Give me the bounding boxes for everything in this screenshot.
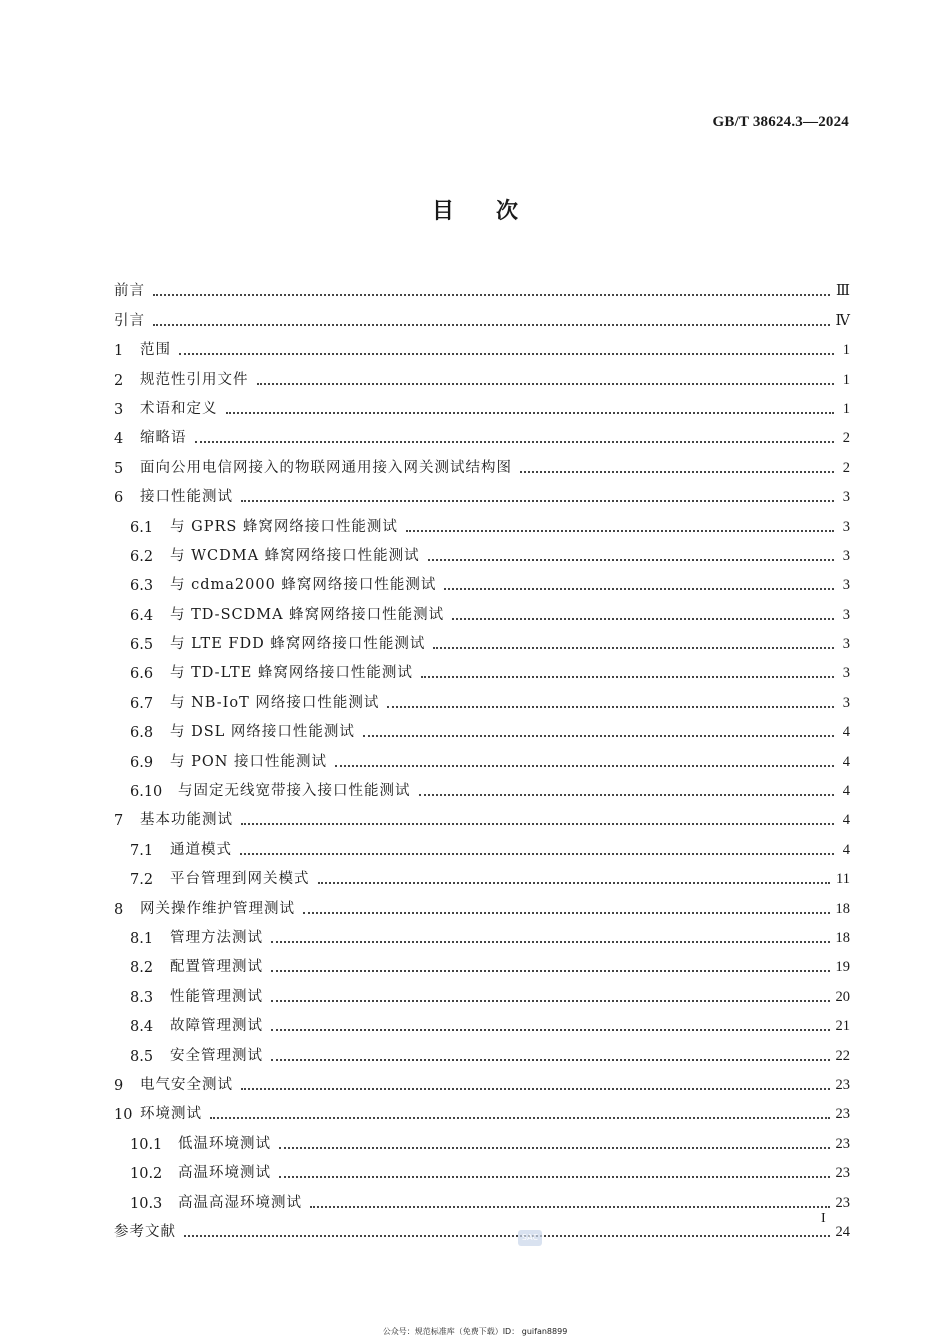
toc-entry-page: 24 bbox=[835, 1223, 850, 1240]
toc-entry[interactable] bbox=[114, 741, 850, 770]
toc-entry-title: 与 NB-IoT 网络接口性能测试 bbox=[170, 694, 380, 711]
toc-leader-dots bbox=[520, 463, 834, 473]
toc-entry[interactable] bbox=[114, 1123, 850, 1152]
toc-entry-page: 3 bbox=[842, 636, 850, 653]
toc-leader-dots bbox=[428, 551, 834, 561]
toc-leader-dots bbox=[184, 1227, 830, 1237]
toc-entry-number: 6.3 bbox=[130, 578, 154, 595]
toc-leader-dots bbox=[271, 1021, 830, 1031]
toc-entry[interactable] bbox=[114, 976, 850, 1005]
toc-entry[interactable] bbox=[114, 447, 850, 476]
toc-entry-title: 参考文献 bbox=[114, 1223, 176, 1240]
toc-entry-title: 缩略语 bbox=[140, 430, 187, 447]
toc-leader-dots bbox=[303, 904, 830, 914]
toc-entry-number: 5 bbox=[114, 460, 124, 477]
toc-entry-title: 高温环境测试 bbox=[178, 1165, 271, 1182]
toc-entry[interactable] bbox=[114, 1065, 850, 1094]
toc-entry[interactable] bbox=[114, 888, 850, 917]
toc-leader-dots bbox=[421, 668, 834, 678]
toc-entry-title: 配置管理测试 bbox=[170, 959, 263, 976]
toc-entry-title: 与 PON 接口性能测试 bbox=[170, 753, 328, 770]
toc-entry-page: 3 bbox=[842, 606, 850, 623]
sac-logo: SAC bbox=[518, 1230, 542, 1246]
toc-entry[interactable] bbox=[114, 800, 850, 829]
toc-entry-title: 安全管理测试 bbox=[170, 1047, 263, 1064]
toc-entry-number: 6.4 bbox=[130, 607, 154, 624]
toc-entry-title: 接口性能测试 bbox=[140, 489, 233, 506]
page-number: I bbox=[821, 1211, 826, 1226]
toc-entry-title: 性能管理测试 bbox=[170, 988, 263, 1005]
toc-leader-dots bbox=[226, 404, 835, 414]
toc-entry-page: 22 bbox=[835, 1047, 850, 1064]
toc-entry-title: 与 TD-LTE 蜂窝网络接口性能测试 bbox=[170, 665, 413, 682]
toc-entry-number: 6.10 bbox=[130, 784, 163, 801]
toc-entry[interactable] bbox=[114, 271, 850, 300]
toc-leader-dots bbox=[310, 1198, 830, 1208]
toc-entry-title: 环境测试 bbox=[140, 1106, 202, 1123]
toc-leader-dots bbox=[241, 492, 834, 502]
toc-entry-page: Ⅲ bbox=[836, 283, 850, 300]
toc-entry-title: 故障管理测试 bbox=[170, 1018, 263, 1035]
toc-entry-number: 8.3 bbox=[130, 989, 154, 1006]
toc-entry-number: 1 bbox=[114, 343, 124, 360]
toc-entry-number: 6.8 bbox=[130, 725, 154, 742]
toc-entry[interactable] bbox=[114, 682, 850, 711]
toc-entry-page: 23 bbox=[835, 1165, 850, 1182]
table-of-contents bbox=[114, 271, 850, 1241]
toc-leader-dots bbox=[271, 1051, 830, 1061]
toc-entry-page: Ⅳ bbox=[835, 312, 850, 329]
toc-entry[interactable] bbox=[114, 1153, 850, 1182]
toc-entry[interactable] bbox=[114, 947, 850, 976]
toc-entry-number: 4 bbox=[114, 431, 124, 448]
toc-leader-dots bbox=[153, 286, 830, 296]
toc-entry-number: 10.2 bbox=[130, 1166, 163, 1183]
toc-entry-number: 6.6 bbox=[130, 666, 154, 683]
toc-entry-number: 6.5 bbox=[130, 637, 154, 654]
toc-leader-dots bbox=[279, 1139, 830, 1149]
toc-entry[interactable] bbox=[114, 359, 850, 388]
toc-entry-number: 10.1 bbox=[130, 1136, 163, 1153]
toc-entry[interactable] bbox=[114, 712, 850, 741]
toc-leader-dots bbox=[179, 345, 834, 355]
toc-entry-number: 2 bbox=[114, 372, 124, 389]
toc-entry-page: 23 bbox=[835, 1106, 850, 1123]
toc-leader-dots bbox=[257, 375, 835, 385]
toc-entry-page: 2 bbox=[842, 459, 850, 476]
toc-entry[interactable] bbox=[114, 771, 850, 800]
toc-entry-title: 高温高湿环境测试 bbox=[178, 1194, 302, 1211]
toc-leader-dots bbox=[444, 580, 834, 590]
toc-entry-number: 9 bbox=[114, 1077, 124, 1094]
toc-leader-dots bbox=[387, 698, 834, 708]
toc-entry-title: 网关操作维护管理测试 bbox=[140, 900, 295, 917]
toc-entry-title: 与 GPRS 蜂窝网络接口性能测试 bbox=[170, 518, 398, 535]
toc-entry-number: 7.1 bbox=[130, 842, 154, 859]
toc-entry-page: 11 bbox=[836, 871, 850, 888]
toc-entry[interactable] bbox=[114, 418, 850, 447]
toc-entry-page: 3 bbox=[842, 577, 850, 594]
toc-leader-dots bbox=[318, 874, 831, 884]
toc-entry-page: 1 bbox=[842, 400, 850, 417]
toc-entry[interactable] bbox=[114, 1035, 850, 1064]
toc-entry-page: 23 bbox=[835, 1076, 850, 1093]
toc-entry-number: 8.2 bbox=[130, 960, 154, 977]
toc-entry-page: 4 bbox=[842, 753, 850, 770]
toc-entry-number: 8 bbox=[114, 901, 124, 918]
toc-entry[interactable] bbox=[114, 1006, 850, 1035]
toc-entry-page: 3 bbox=[842, 489, 850, 506]
toc-leader-dots bbox=[271, 962, 830, 972]
toc-entry-title: 与固定无线宽带接入接口性能测试 bbox=[178, 783, 411, 800]
toc-entry-number: 7 bbox=[114, 813, 124, 830]
toc-entry-title: 管理方法测试 bbox=[170, 929, 263, 946]
toc-leader-dots bbox=[452, 610, 834, 620]
toc-entry-title: 与 WCDMA 蜂窝网络接口性能测试 bbox=[170, 547, 420, 564]
toc-entry-page: 3 bbox=[842, 694, 850, 711]
toc-entry-page: 19 bbox=[835, 959, 850, 976]
toc-leader-dots bbox=[195, 433, 835, 443]
toc-leader-dots bbox=[279, 1168, 830, 1178]
toc-entry-number: 7.2 bbox=[130, 872, 154, 889]
toc-leader-dots bbox=[271, 933, 830, 943]
toc-entry-number: 10.3 bbox=[130, 1195, 163, 1212]
toc-entry[interactable] bbox=[114, 859, 850, 888]
toc-entry-title: 基本功能测试 bbox=[140, 812, 233, 829]
toc-entry-title: 平台管理到网关模式 bbox=[170, 871, 310, 888]
toc-entry-number: 8.4 bbox=[130, 1019, 154, 1036]
toc-entry-title: 与 DSL 网络接口性能测试 bbox=[170, 724, 355, 741]
toc-entry[interactable] bbox=[114, 918, 850, 947]
toc-entry-number: 6.2 bbox=[130, 548, 154, 565]
toc-entry[interactable] bbox=[114, 1094, 850, 1123]
toc-entry-page: 23 bbox=[835, 1194, 850, 1211]
toc-entry-number: 10 bbox=[114, 1107, 133, 1124]
toc-entry-page: 1 bbox=[842, 342, 850, 359]
toc-entry-title: 范围 bbox=[140, 342, 171, 359]
footer-watermark-text: 公众号：规范标准库（免费下载）ID： guifan8899 bbox=[382, 1327, 568, 1336]
toc-entry[interactable] bbox=[114, 829, 850, 858]
toc-entry[interactable] bbox=[114, 565, 850, 594]
toc-entry-title: 低温环境测试 bbox=[178, 1135, 271, 1152]
toc-entry-page: 4 bbox=[842, 841, 850, 858]
toc-entry-title: 面向公用电信网接入的物联网通用接入网关测试结构图 bbox=[140, 459, 512, 476]
toc-leader-dots bbox=[335, 757, 834, 767]
toc-entry-number: 3 bbox=[114, 401, 124, 418]
toc-entry-number: 8.1 bbox=[130, 930, 154, 947]
toc-entry[interactable] bbox=[114, 330, 850, 359]
toc-entry[interactable] bbox=[114, 477, 850, 506]
toc-entry-page: 3 bbox=[842, 665, 850, 682]
toc-entry-title: 前言 bbox=[114, 283, 145, 300]
toc-entry[interactable] bbox=[114, 300, 850, 329]
toc-leader-dots bbox=[433, 639, 834, 649]
toc-entry[interactable] bbox=[114, 653, 850, 682]
toc-entry-page: 3 bbox=[842, 547, 850, 564]
toc-leader-dots bbox=[241, 815, 834, 825]
standard-number: GB/T 38624.3—2024 bbox=[712, 114, 849, 130]
toc-entry-page: 4 bbox=[842, 812, 850, 829]
toc-entry-title: 规范性引用文件 bbox=[140, 371, 249, 388]
toc-entry-number: 8.5 bbox=[130, 1048, 154, 1065]
toc-entry-page: 18 bbox=[835, 929, 850, 946]
toc-entry[interactable] bbox=[114, 1182, 850, 1211]
toc-leader-dots bbox=[271, 992, 830, 1002]
toc-entry-number: 6.7 bbox=[130, 695, 154, 712]
toc-entry-title: 与 LTE FDD 蜂窝网络接口性能测试 bbox=[170, 636, 426, 653]
toc-entry[interactable] bbox=[114, 624, 850, 653]
toc-entry[interactable] bbox=[114, 594, 850, 623]
toc-entry-page: 4 bbox=[842, 783, 850, 800]
toc-entry-page: 1 bbox=[842, 371, 850, 388]
toc-entry-number: 6.1 bbox=[130, 519, 154, 536]
toc-entry-title: 电气安全测试 bbox=[140, 1076, 233, 1093]
toc-entry[interactable] bbox=[114, 536, 850, 565]
toc-entry-page: 20 bbox=[835, 988, 850, 1005]
toc-entry-number: 6.9 bbox=[130, 754, 154, 771]
toc-entry[interactable] bbox=[114, 506, 850, 535]
toc-entry[interactable] bbox=[114, 389, 850, 418]
toc-entry-title: 与 TD-SCDMA 蜂窝网络接口性能测试 bbox=[170, 606, 445, 623]
toc-entry-page: 4 bbox=[842, 724, 850, 741]
toc-entry-title: 与 cdma2000 蜂窝网络接口性能测试 bbox=[170, 577, 437, 594]
toc-entry-page: 18 bbox=[835, 900, 850, 917]
toc-entry-title: 术语和定义 bbox=[140, 400, 218, 417]
toc-entry-page: 23 bbox=[835, 1135, 850, 1152]
toc-entry-title: 引言 bbox=[114, 312, 145, 329]
toc-entry-page: 21 bbox=[835, 1018, 850, 1035]
toc-entry[interactable] bbox=[114, 1212, 850, 1241]
toc-leader-dots bbox=[406, 522, 834, 532]
toc-leader-dots bbox=[241, 1080, 830, 1090]
toc-leader-dots bbox=[363, 727, 834, 737]
toc-leader-dots bbox=[419, 786, 835, 796]
toc-entry-title: 通道模式 bbox=[170, 841, 232, 858]
toc-entry-page: 3 bbox=[842, 518, 850, 535]
toc-leader-dots bbox=[210, 1109, 830, 1119]
toc-leader-dots bbox=[153, 316, 830, 326]
toc-entry-number: 6 bbox=[114, 490, 124, 507]
toc-entry-page: 2 bbox=[842, 430, 850, 447]
toc-leader-dots bbox=[240, 845, 834, 855]
page-title: 目次 bbox=[431, 198, 560, 224]
